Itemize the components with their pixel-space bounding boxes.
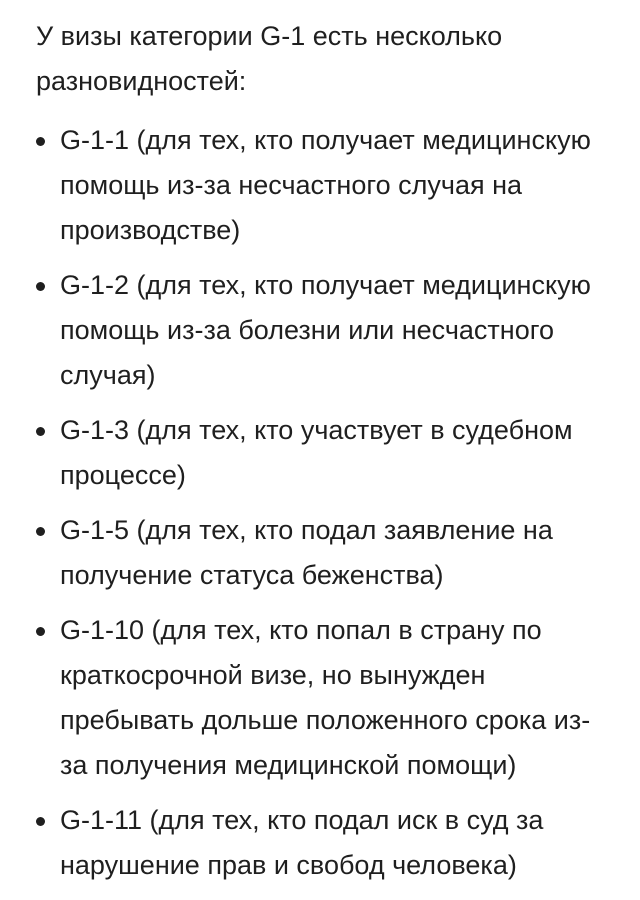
bullet-icon [36, 527, 45, 536]
list-item [36, 508, 616, 598]
bullet-icon [36, 817, 45, 826]
list-item-text: G-1-10 (для тех, кто попал в страну по краткосрочной визе, но вынужден пребывать дольше положенного срока из-за получения медицинской помощи) [60, 615, 591, 780]
list-item-text: G-1-5 (для тех, кто подал заявление на получение статуса беженства) [60, 515, 553, 590]
bullet-icon [36, 137, 45, 146]
list-item-text: G-1-1 (для тех, кто получает медицинскую помощь из-за несчастного случая на производстве) [60, 125, 591, 245]
list-item [36, 263, 616, 398]
list-item [36, 118, 616, 253]
visa-subtype-list [36, 118, 616, 888]
list-item-text: G-1-11 (для тех, кто подал иск в суд за нарушение прав и свобод человека) [60, 805, 544, 880]
list-item-text: G-1-2 (для тех, кто получает медицинскую помощь из-за болезни или несчастного случая) [60, 270, 591, 390]
bullet-icon [36, 627, 45, 636]
bullet-icon [36, 427, 45, 436]
list-item-text: G-1-3 (для тех, кто участвует в судебном процессе) [60, 415, 573, 490]
list-item [36, 798, 616, 888]
bullet-icon [36, 282, 45, 291]
list-item [36, 608, 616, 788]
intro-paragraph: У визы категории G-1 есть несколько разновидностей: [36, 21, 503, 96]
list-item [36, 408, 616, 498]
